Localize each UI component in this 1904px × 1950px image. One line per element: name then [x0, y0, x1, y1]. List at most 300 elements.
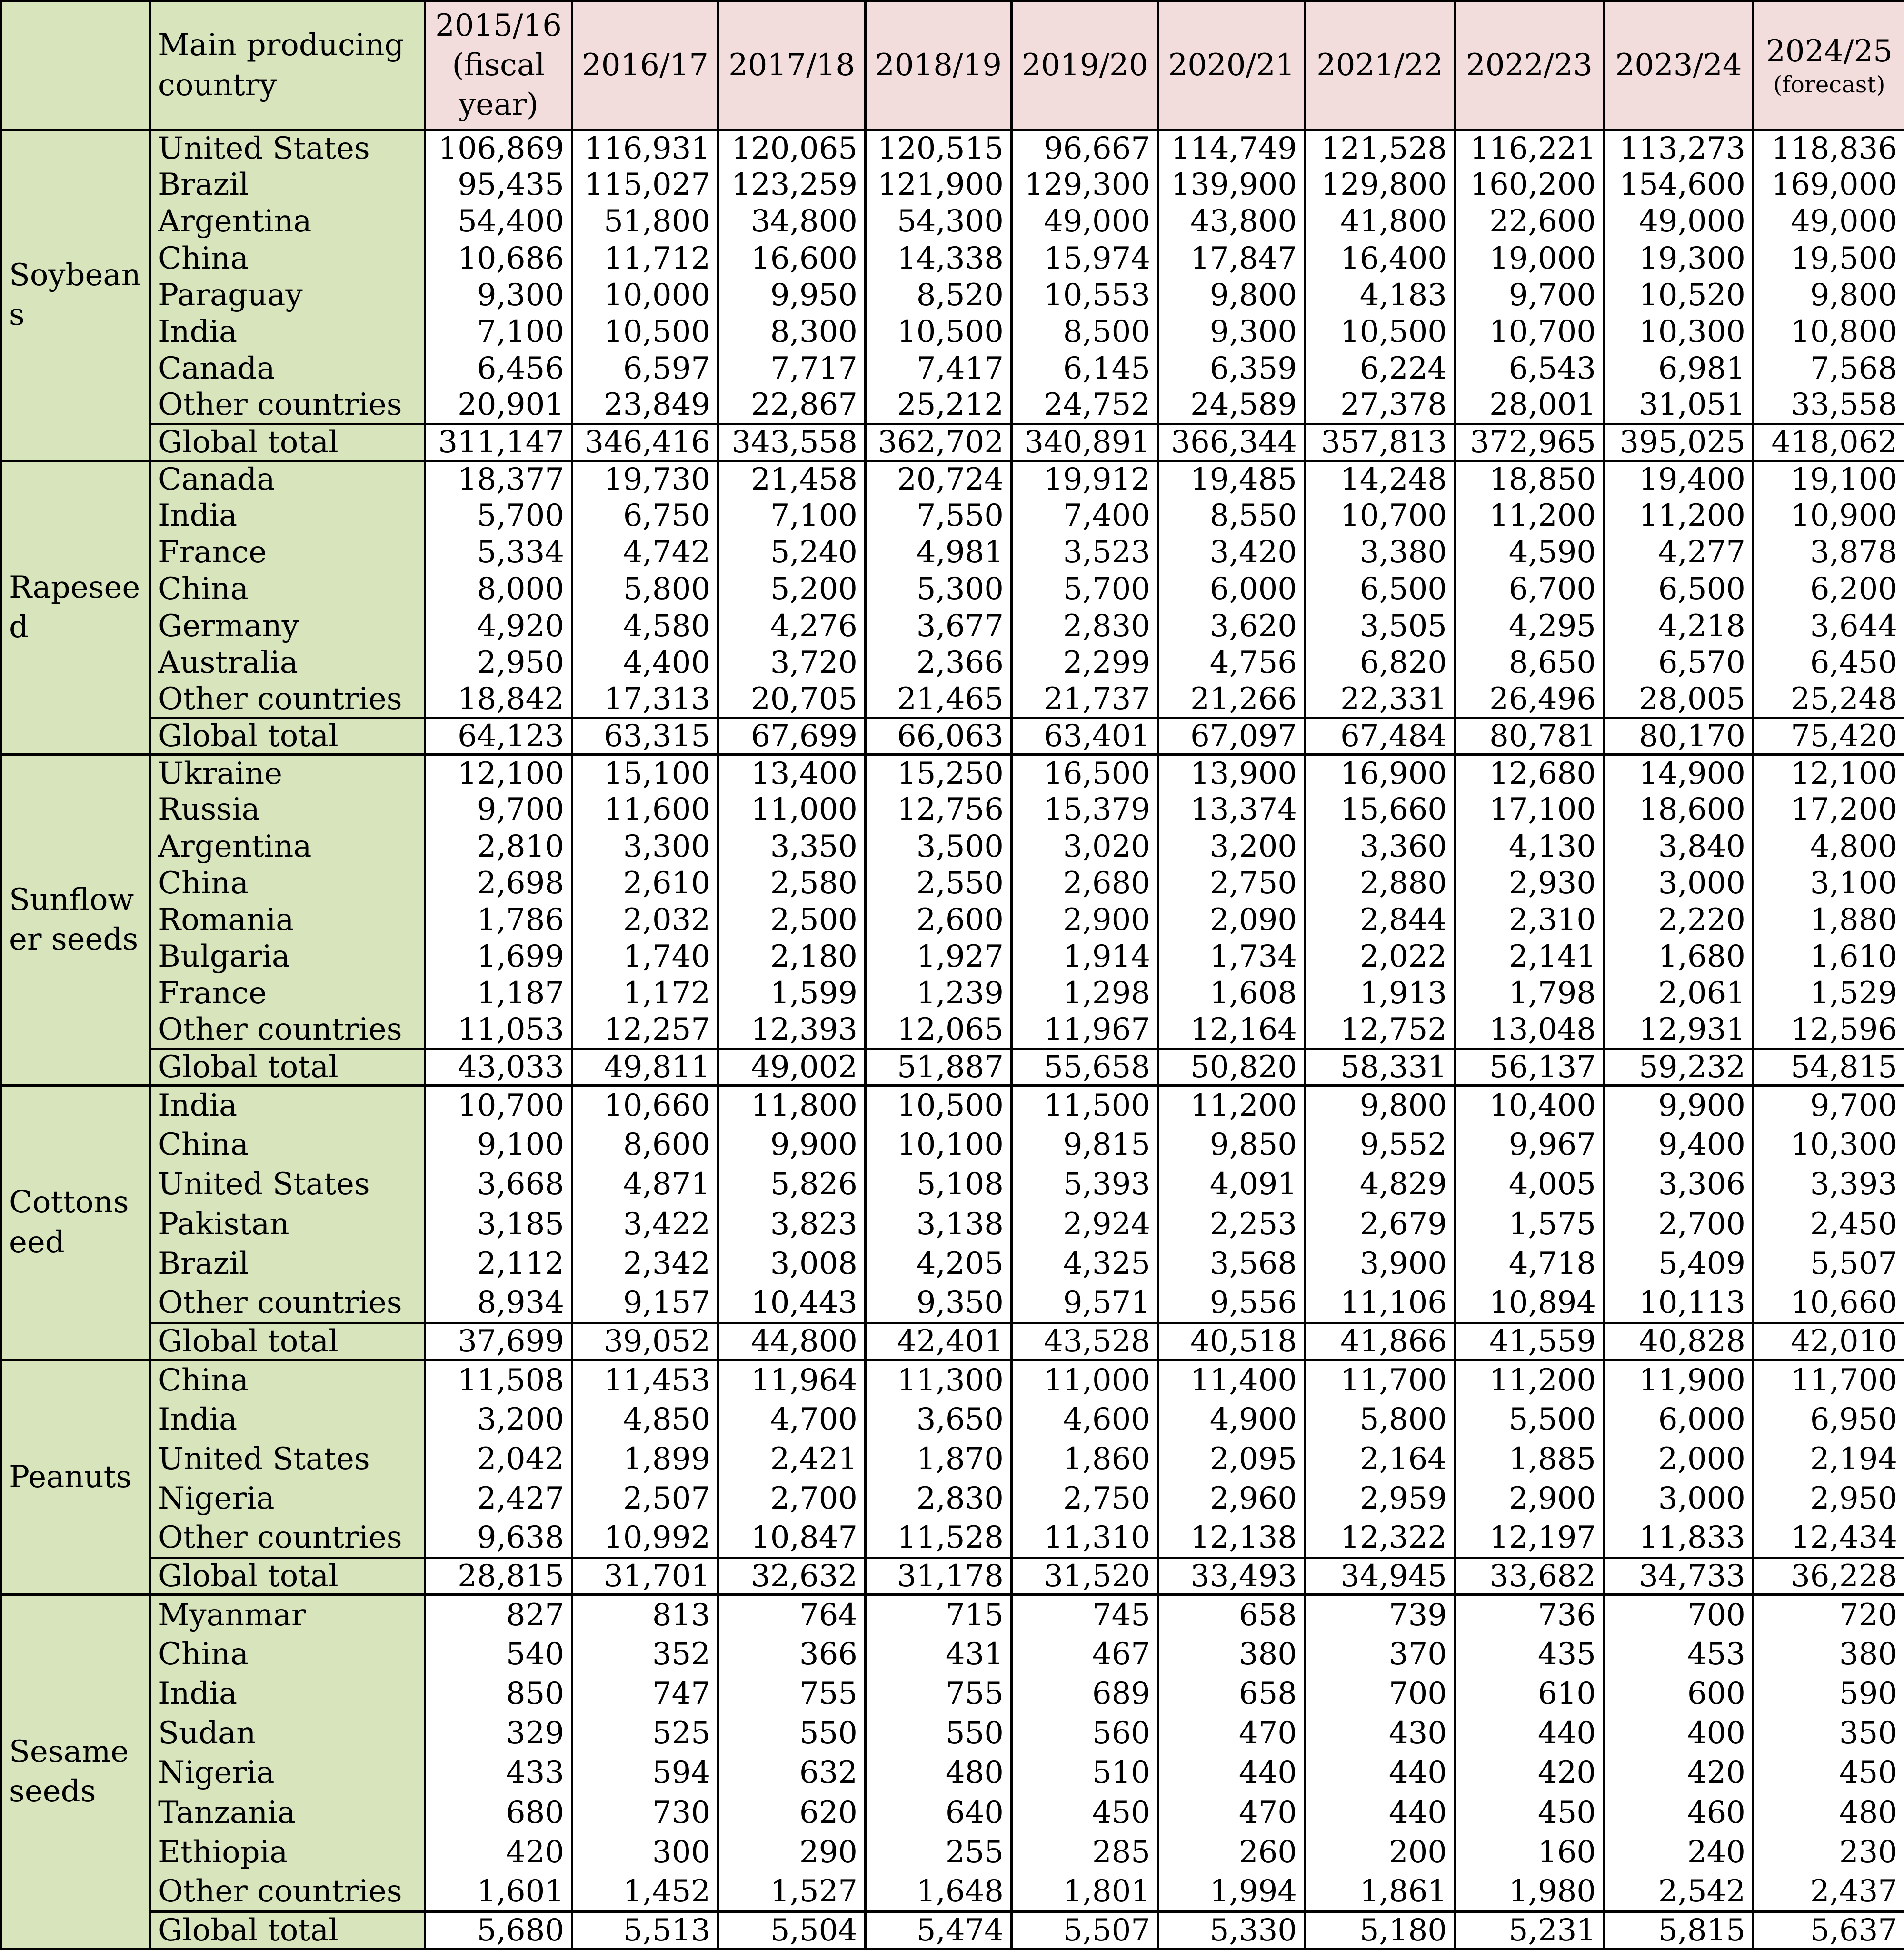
- header-year-label: 2016/17: [582, 47, 708, 83]
- value-cell: 4,600: [1012, 1400, 1158, 1439]
- country-cell: India: [150, 313, 425, 350]
- header-year: [1604, 1, 1754, 130]
- value-cell: 10,300: [1604, 313, 1754, 350]
- table-row: [1, 1714, 1904, 1753]
- value-cell: 3,300: [572, 828, 718, 865]
- value-cell: 25,212: [866, 387, 1012, 424]
- country-cell: Global total: [150, 1558, 425, 1595]
- value-cell: 13,048: [1455, 1012, 1604, 1049]
- value-cell: 7,100: [718, 497, 866, 534]
- value-cell: 2,830: [866, 1479, 1012, 1518]
- country-cell: Brazil: [150, 167, 425, 203]
- value-cell: 11,900: [1604, 1360, 1754, 1400]
- value-cell: 550: [866, 1714, 1012, 1753]
- value-cell: 5,300: [866, 571, 1012, 608]
- value-cell: 435: [1455, 1634, 1604, 1674]
- value-cell: 2,437: [1754, 1872, 1904, 1911]
- country-cell: Other countries: [150, 1519, 425, 1558]
- value-cell: 2,700: [718, 1479, 866, 1518]
- table-row: [1, 534, 1904, 571]
- value-cell: 3,422: [572, 1204, 718, 1244]
- value-cell: 470: [1158, 1793, 1305, 1832]
- value-cell: 12,197: [1455, 1519, 1604, 1558]
- table-row: [1, 755, 1904, 791]
- value-cell: 2,830: [1012, 608, 1158, 644]
- value-cell: 4,276: [718, 608, 866, 644]
- value-cell: 5,393: [1012, 1165, 1158, 1204]
- table-row: [1, 828, 1904, 865]
- value-cell: 4,130: [1455, 828, 1604, 865]
- value-cell: 41,866: [1305, 1323, 1455, 1360]
- value-cell: 21,465: [866, 681, 1012, 718]
- value-cell: 5,507: [1012, 1912, 1158, 1949]
- value-cell: 7,568: [1754, 350, 1904, 387]
- value-cell: 9,700: [1754, 1085, 1904, 1125]
- value-cell: 4,218: [1604, 608, 1754, 644]
- value-cell: 10,000: [572, 277, 718, 313]
- value-cell: 21,737: [1012, 681, 1158, 718]
- table-row: [1, 1012, 1904, 1049]
- value-cell: 10,847: [718, 1519, 866, 1558]
- value-cell: 560: [1012, 1714, 1158, 1753]
- value-cell: 11,400: [1158, 1360, 1305, 1400]
- value-cell: 610: [1455, 1674, 1604, 1713]
- value-cell: 10,800: [1754, 313, 1904, 350]
- value-cell: 450: [1754, 1753, 1904, 1793]
- value-cell: 1,608: [1158, 975, 1305, 1012]
- value-cell: 372,965: [1455, 424, 1604, 460]
- value-cell: 154,600: [1604, 167, 1754, 203]
- value-cell: 42,010: [1754, 1323, 1904, 1360]
- value-cell: 12,752: [1305, 1012, 1455, 1049]
- value-cell: 2,022: [1305, 939, 1455, 975]
- value-cell: 41,800: [1305, 203, 1455, 240]
- value-cell: 4,590: [1455, 534, 1604, 571]
- country-cell: China: [150, 865, 425, 901]
- value-cell: 2,950: [425, 644, 572, 681]
- value-cell: 9,157: [572, 1283, 718, 1323]
- country-cell: Global total: [150, 1049, 425, 1085]
- value-cell: 20,901: [425, 387, 572, 424]
- value-cell: 1,172: [572, 975, 718, 1012]
- value-cell: 10,400: [1455, 1085, 1604, 1125]
- value-cell: 42,401: [866, 1323, 1012, 1360]
- value-cell: 2,698: [425, 865, 572, 901]
- value-cell: 17,313: [572, 681, 718, 718]
- header-year: [1012, 1, 1158, 130]
- value-cell: 7,400: [1012, 497, 1158, 534]
- value-cell: 2,141: [1455, 939, 1604, 975]
- country-cell: France: [150, 534, 425, 571]
- header-year-label: 2020/21: [1168, 47, 1295, 83]
- value-cell: 9,300: [425, 277, 572, 313]
- value-cell: 3,668: [425, 1165, 572, 1204]
- value-cell: 1,648: [866, 1872, 1012, 1911]
- header-year-label: 2018/19: [875, 47, 1002, 83]
- value-cell: 5,637: [1754, 1912, 1904, 1949]
- country-cell: India: [150, 1674, 425, 1713]
- table-row: [1, 497, 1904, 534]
- value-cell: 2,112: [425, 1244, 572, 1283]
- table-row: [1, 1519, 1904, 1558]
- value-cell: 4,829: [1305, 1165, 1455, 1204]
- value-cell: 2,679: [1305, 1204, 1455, 1244]
- table-row: [1, 277, 1904, 313]
- value-cell: 540: [425, 1634, 572, 1674]
- header-year: [425, 1, 572, 130]
- value-cell: 5,680: [425, 1912, 572, 1949]
- value-cell: 9,900: [718, 1125, 866, 1165]
- header-year-label: 2024/25: [1766, 34, 1893, 70]
- value-cell: 13,374: [1158, 791, 1305, 828]
- value-cell: 300: [572, 1832, 718, 1872]
- value-cell: 680: [425, 1793, 572, 1832]
- value-cell: 3,500: [866, 828, 1012, 865]
- country-cell: France: [150, 975, 425, 1012]
- value-cell: 440: [1455, 1714, 1604, 1753]
- value-cell: 139,900: [1158, 167, 1305, 203]
- country-cell: Nigeria: [150, 1479, 425, 1518]
- value-cell: 19,912: [1012, 460, 1158, 497]
- value-cell: 51,887: [866, 1049, 1012, 1085]
- country-cell: China: [150, 1634, 425, 1674]
- value-cell: 18,842: [425, 681, 572, 718]
- value-cell: 11,000: [1012, 1360, 1158, 1400]
- value-cell: 16,500: [1012, 755, 1158, 791]
- value-cell: 22,331: [1305, 681, 1455, 718]
- value-cell: 352: [572, 1634, 718, 1674]
- value-cell: 8,600: [572, 1125, 718, 1165]
- country-cell: Global total: [150, 718, 425, 755]
- value-cell: 19,400: [1604, 460, 1754, 497]
- value-cell: 460: [1604, 1793, 1754, 1832]
- value-cell: 11,700: [1305, 1360, 1455, 1400]
- value-cell: 10,992: [572, 1519, 718, 1558]
- value-cell: 11,964: [718, 1360, 866, 1400]
- value-cell: 16,900: [1305, 755, 1455, 791]
- value-cell: 5,409: [1604, 1244, 1754, 1283]
- country-cell: India: [150, 497, 425, 534]
- value-cell: 5,180: [1305, 1912, 1455, 1949]
- value-cell: 9,850: [1158, 1125, 1305, 1165]
- value-cell: 58,331: [1305, 1049, 1455, 1085]
- country-cell: Other countries: [150, 1012, 425, 1049]
- value-cell: 4,005: [1455, 1165, 1604, 1204]
- value-cell: 3,008: [718, 1244, 866, 1283]
- value-cell: 2,164: [1305, 1439, 1455, 1479]
- value-cell: 6,224: [1305, 350, 1455, 387]
- value-cell: 113,273: [1604, 130, 1754, 167]
- value-cell: 49,000: [1604, 203, 1754, 240]
- value-cell: 17,847: [1158, 240, 1305, 277]
- value-cell: 1,298: [1012, 975, 1158, 1012]
- value-cell: 9,800: [1158, 277, 1305, 313]
- value-cell: 380: [1754, 1634, 1904, 1674]
- country-cell: Paraguay: [150, 277, 425, 313]
- value-cell: 49,000: [1012, 203, 1158, 240]
- country-cell: Global total: [150, 1912, 425, 1949]
- header-year-label: 2021/22: [1316, 47, 1443, 83]
- value-cell: 2,061: [1604, 975, 1754, 1012]
- value-cell: 10,443: [718, 1283, 866, 1323]
- value-cell: 10,500: [1305, 313, 1455, 350]
- value-cell: 525: [572, 1714, 718, 1753]
- value-cell: 12,257: [572, 1012, 718, 1049]
- value-cell: 2,180: [718, 939, 866, 975]
- table-row: [1, 1753, 1904, 1793]
- value-cell: 3,000: [1604, 865, 1754, 901]
- value-cell: 10,686: [425, 240, 572, 277]
- table-row: [1, 1085, 1904, 1125]
- value-cell: 4,325: [1012, 1244, 1158, 1283]
- country-cell: Other countries: [150, 1283, 425, 1323]
- value-cell: 400: [1604, 1714, 1754, 1753]
- value-cell: 2,900: [1455, 1479, 1604, 1518]
- value-cell: 51,800: [572, 203, 718, 240]
- header-year: [1158, 1, 1305, 130]
- value-cell: 63,315: [572, 718, 718, 755]
- value-cell: 640: [866, 1793, 1012, 1832]
- value-cell: 11,200: [1158, 1085, 1305, 1125]
- value-cell: 745: [1012, 1595, 1158, 1634]
- value-cell: 658: [1158, 1674, 1305, 1713]
- value-cell: 2,342: [572, 1244, 718, 1283]
- value-cell: 41,559: [1455, 1323, 1604, 1360]
- value-cell: 2,750: [1012, 1479, 1158, 1518]
- value-cell: 5,504: [718, 1912, 866, 1949]
- table-row: [1, 1793, 1904, 1832]
- value-cell: 10,700: [1455, 313, 1604, 350]
- value-cell: 346,416: [572, 424, 718, 460]
- value-cell: 4,981: [866, 534, 1012, 571]
- value-cell: 1,913: [1305, 975, 1455, 1012]
- value-cell: 28,815: [425, 1558, 572, 1595]
- value-cell: 95,435: [425, 167, 572, 203]
- value-cell: 4,756: [1158, 644, 1305, 681]
- value-cell: 2,750: [1158, 865, 1305, 901]
- value-cell: 6,359: [1158, 350, 1305, 387]
- category-cell: Sunflower seeds: [1, 755, 150, 1086]
- value-cell: 66,063: [866, 718, 1012, 755]
- value-cell: 1,529: [1754, 975, 1904, 1012]
- value-cell: 3,350: [718, 828, 866, 865]
- value-cell: 4,742: [572, 534, 718, 571]
- country-cell: Ukraine: [150, 755, 425, 791]
- value-cell: 700: [1305, 1674, 1455, 1713]
- header-year: [1305, 1, 1455, 130]
- value-cell: 21,458: [718, 460, 866, 497]
- value-cell: 418,062: [1754, 424, 1904, 460]
- value-cell: 19,485: [1158, 460, 1305, 497]
- table-row: [1, 240, 1904, 277]
- table-row: [1, 644, 1904, 681]
- value-cell: 12,065: [866, 1012, 1012, 1049]
- value-cell: 764: [718, 1595, 866, 1634]
- value-cell: 22,867: [718, 387, 866, 424]
- value-cell: 50,820: [1158, 1049, 1305, 1085]
- value-cell: 18,377: [425, 460, 572, 497]
- value-cell: 7,550: [866, 497, 1012, 534]
- value-cell: 16,600: [718, 240, 866, 277]
- value-cell: 11,967: [1012, 1012, 1158, 1049]
- category-cell: Peanuts: [1, 1360, 150, 1595]
- value-cell: 114,749: [1158, 130, 1305, 167]
- value-cell: 6,145: [1012, 350, 1158, 387]
- category-cell: Sesame seeds: [1, 1595, 150, 1949]
- value-cell: 2,900: [1012, 901, 1158, 938]
- value-cell: 6,700: [1455, 571, 1604, 608]
- value-cell: 56,137: [1455, 1049, 1604, 1085]
- header-year-label: 2022/23: [1466, 47, 1593, 83]
- table-row: [1, 681, 1904, 718]
- value-cell: 80,781: [1455, 718, 1604, 755]
- country-cell: China: [150, 1125, 425, 1165]
- value-cell: 33,558: [1754, 387, 1904, 424]
- value-cell: 5,700: [1012, 571, 1158, 608]
- value-cell: 80,170: [1604, 718, 1754, 755]
- value-cell: 12,931: [1604, 1012, 1754, 1049]
- table-row: [1, 1283, 1904, 1323]
- country-cell: India: [150, 1400, 425, 1439]
- value-cell: 739: [1305, 1595, 1455, 1634]
- country-cell: Argentina: [150, 828, 425, 865]
- value-cell: 118,836: [1754, 130, 1904, 167]
- value-cell: 1,798: [1455, 975, 1604, 1012]
- value-cell: 2,310: [1455, 901, 1604, 938]
- value-cell: 2,700: [1604, 1204, 1754, 1244]
- value-cell: 6,820: [1305, 644, 1455, 681]
- value-cell: 11,528: [866, 1519, 1012, 1558]
- value-cell: 1,994: [1158, 1872, 1305, 1911]
- table-row: [1, 167, 1904, 203]
- value-cell: 3,620: [1158, 608, 1305, 644]
- value-cell: 3,100: [1754, 865, 1904, 901]
- value-cell: 1,885: [1455, 1439, 1604, 1479]
- value-cell: 5,815: [1604, 1912, 1754, 1949]
- value-cell: 4,205: [866, 1244, 1012, 1283]
- total-row: [1, 424, 1904, 460]
- value-cell: 6,570: [1604, 644, 1754, 681]
- value-cell: 49,000: [1754, 203, 1904, 240]
- value-cell: 75,420: [1754, 718, 1904, 755]
- value-cell: 24,752: [1012, 387, 1158, 424]
- header-year: [1754, 1, 1904, 130]
- value-cell: 1,801: [1012, 1872, 1158, 1911]
- table-row: [1, 1244, 1904, 1283]
- value-cell: 27,378: [1305, 387, 1455, 424]
- value-cell: 450: [1455, 1793, 1604, 1832]
- value-cell: 9,700: [1455, 277, 1604, 313]
- value-cell: 620: [718, 1793, 866, 1832]
- value-cell: 736: [1455, 1595, 1604, 1634]
- country-cell: United States: [150, 1439, 425, 1479]
- table-row: [1, 1634, 1904, 1674]
- value-cell: 31,051: [1604, 387, 1754, 424]
- header-category: [1, 1, 150, 130]
- value-cell: 730: [572, 1793, 718, 1832]
- value-cell: 5,231: [1455, 1912, 1604, 1949]
- value-cell: 2,950: [1754, 1479, 1904, 1518]
- header-year-sub: (fiscal year): [452, 47, 545, 123]
- value-cell: 467: [1012, 1634, 1158, 1674]
- header-year: [718, 1, 866, 130]
- country-cell: Canada: [150, 350, 425, 387]
- value-cell: 10,100: [866, 1125, 1012, 1165]
- table-row: [1, 571, 1904, 608]
- value-cell: 3,840: [1604, 828, 1754, 865]
- value-cell: 6,450: [1754, 644, 1904, 681]
- value-cell: 10,500: [572, 313, 718, 350]
- value-cell: 7,417: [866, 350, 1012, 387]
- value-cell: 5,800: [572, 571, 718, 608]
- country-cell: Germany: [150, 608, 425, 644]
- value-cell: 420: [1604, 1753, 1754, 1793]
- value-cell: 4,580: [572, 608, 718, 644]
- value-cell: 9,571: [1012, 1283, 1158, 1323]
- value-cell: 169,000: [1754, 167, 1904, 203]
- value-cell: 3,020: [1012, 828, 1158, 865]
- total-row: [1, 1049, 1904, 1085]
- value-cell: 4,920: [425, 608, 572, 644]
- table-row: [1, 130, 1904, 167]
- value-cell: 10,500: [866, 1085, 1012, 1125]
- table-row: [1, 460, 1904, 497]
- value-cell: 15,100: [572, 755, 718, 791]
- value-cell: 67,484: [1305, 718, 1455, 755]
- value-cell: 1,599: [718, 975, 866, 1012]
- table-row: [1, 1872, 1904, 1911]
- value-cell: 11,700: [1754, 1360, 1904, 1400]
- value-cell: 19,300: [1604, 240, 1754, 277]
- country-cell: Romania: [150, 901, 425, 938]
- value-cell: 689: [1012, 1674, 1158, 1713]
- value-cell: 2,844: [1305, 901, 1455, 938]
- value-cell: 12,138: [1158, 1519, 1305, 1558]
- value-cell: 11,453: [572, 1360, 718, 1400]
- value-cell: 431: [866, 1634, 1012, 1674]
- value-cell: 9,950: [718, 277, 866, 313]
- value-cell: 350: [1754, 1714, 1904, 1753]
- value-cell: 600: [1604, 1674, 1754, 1713]
- value-cell: 2,253: [1158, 1204, 1305, 1244]
- value-cell: 25,248: [1754, 681, 1904, 718]
- value-cell: 11,712: [572, 240, 718, 277]
- value-cell: 3,138: [866, 1204, 1012, 1244]
- value-cell: 6,200: [1754, 571, 1904, 608]
- value-cell: 4,091: [1158, 1165, 1305, 1204]
- value-cell: 4,900: [1158, 1400, 1305, 1439]
- value-cell: 362,702: [866, 424, 1012, 460]
- value-cell: 43,800: [1158, 203, 1305, 240]
- value-cell: 14,900: [1604, 755, 1754, 791]
- value-cell: 10,700: [425, 1085, 572, 1125]
- value-cell: 10,113: [1604, 1283, 1754, 1323]
- value-cell: 6,000: [1158, 571, 1305, 608]
- value-cell: 470: [1158, 1714, 1305, 1753]
- header-row: [1, 1, 1904, 130]
- table-row: [1, 350, 1904, 387]
- value-cell: 12,164: [1158, 1012, 1305, 1049]
- value-cell: 2,299: [1012, 644, 1158, 681]
- header-year-label: 2017/18: [728, 47, 855, 83]
- header-year-label: 2023/24: [1615, 47, 1742, 83]
- value-cell: 1,527: [718, 1872, 866, 1911]
- value-cell: 3,677: [866, 608, 1012, 644]
- value-cell: 4,718: [1455, 1244, 1604, 1283]
- header-year-sub: (forecast): [1773, 71, 1885, 99]
- value-cell: 3,644: [1754, 608, 1904, 644]
- value-cell: 3,185: [425, 1204, 572, 1244]
